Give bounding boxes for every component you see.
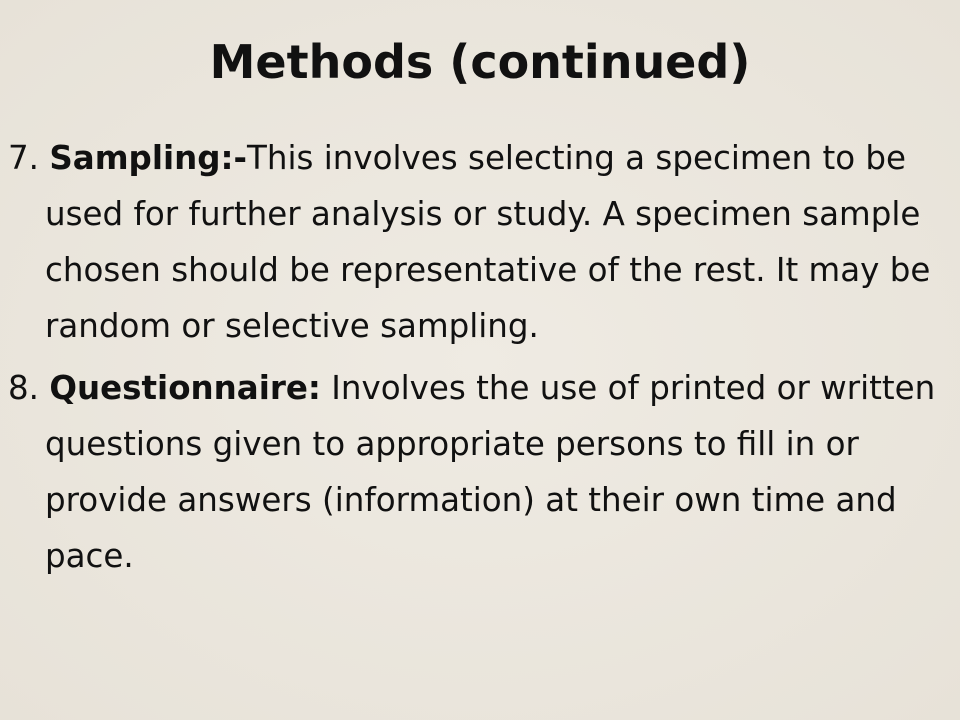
slide-title: Methods (continued) (209, 35, 751, 89)
item-term: Questionnaire: (49, 369, 321, 407)
slide-content (8, 130, 952, 590)
item-number: 8. (8, 369, 40, 407)
item-number: 7. (8, 139, 40, 177)
item-description: Involves the use of printed or written questions given to appropriate persons to fill in or provide answers (information) at their own time and pace. (45, 369, 936, 575)
item-term: Sampling:- (49, 139, 247, 177)
list-item-sampling (8, 130, 952, 354)
list-item-questionnaire (8, 360, 952, 584)
item-description: This involves selecting a specimen to be used for further analysis or study. A specimen sample chosen should be representative of the rest. It may be random or selective sampling. (45, 139, 931, 345)
